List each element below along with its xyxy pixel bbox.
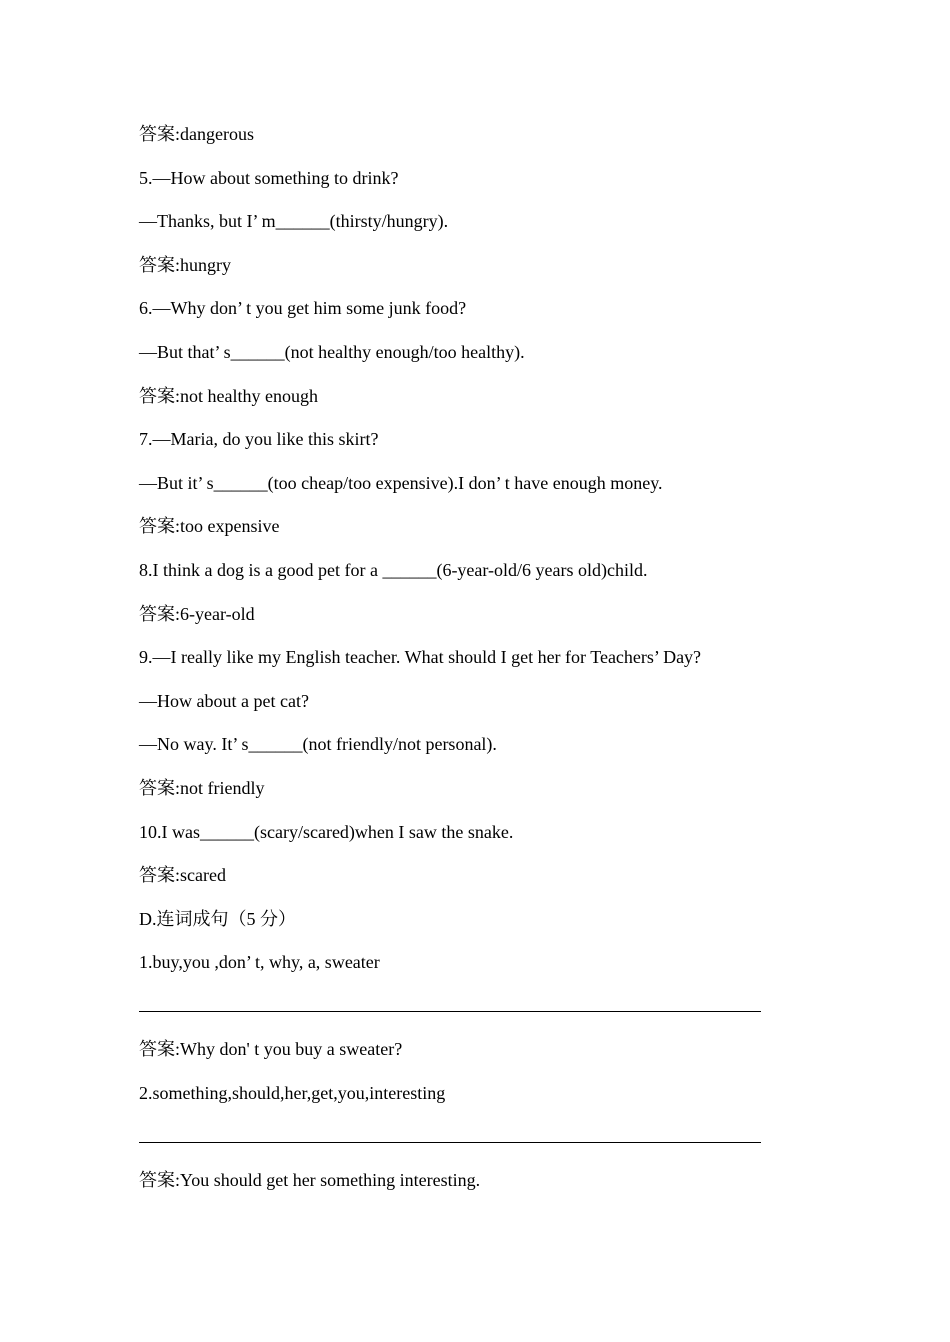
dialogue-line: —But it’ s______(too cheap/too expensive).I don’ t have enough money. <box>139 472 663 493</box>
dialogue-line: —Thanks, but I’ m______(thirsty/hungry). <box>139 211 449 232</box>
answer-line: 答案:not healthy enough <box>139 385 318 406</box>
dialogue-line: —How about a pet cat? <box>139 690 309 711</box>
answer-line: 答案:too expensive <box>139 516 280 537</box>
exercise-content <box>139 123 779 1213</box>
answer-blank-line <box>139 1126 779 1148</box>
question-line: 6.—Why don’ t you get him some junk food? <box>139 298 467 319</box>
question-line: 9.—I really like my English teacher. What should I get her for Teachers’ Day? <box>139 647 702 668</box>
answer-line: 答案:Why don' t you buy a sweater? <box>139 1039 403 1060</box>
dialogue-line: —No way. It’ s______(not friendly/not personal). <box>139 734 497 755</box>
answer-line: 答案:scared <box>139 865 226 886</box>
answer-line: 答案:You should get her something interesting. <box>139 1170 481 1191</box>
question-line: 7.—Maria, do you like this skirt? <box>139 429 379 450</box>
question-line: 1.buy,you ,don’ t, why, a, sweater <box>139 952 380 973</box>
answer-line: 答案:hungry <box>139 254 231 275</box>
question-line: 10.I was______(scary/scared)when I saw the snake. <box>139 821 514 842</box>
question-line: 2.something,should,her,get,you,interesting <box>139 1083 446 1104</box>
question-line: 5.—How about something to drink? <box>139 167 399 188</box>
answer-line: 答案:dangerous <box>139 124 254 144</box>
dialogue-line: —But that’ s______(not healthy enough/too healthy). <box>139 341 525 362</box>
answer-blank-line <box>139 995 779 1017</box>
answer-line: 答案:not friendly <box>139 777 265 798</box>
answer-line: 答案:6-year-old <box>139 603 255 624</box>
question-line: 8.I think a dog is a good pet for a ______(6-year-old/6 years old)child. <box>139 559 648 580</box>
section-heading: D.连词成句（5 分） <box>139 908 296 929</box>
